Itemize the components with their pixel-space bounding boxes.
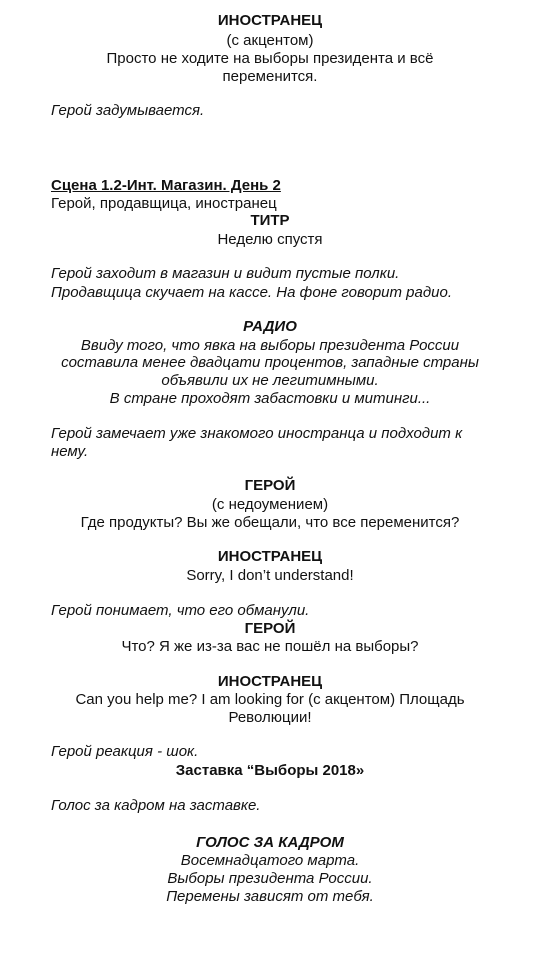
character-name: ТИТР — [250, 212, 290, 229]
dialogue-line: Неделю спустя — [217, 231, 323, 248]
character-name: ИНОСТРАНЕЦ — [217, 12, 323, 29]
dialogue-line: Просто не ходите на выборы президента и всё — [106, 50, 434, 67]
dialogue-line: Что? Я же из-за вас не пошёл на выборы? — [121, 638, 419, 655]
action-line: Герой задумывается. — [51, 102, 205, 119]
dialogue-line: Can you help me? I am looking for (с акцентом) Площадь — [75, 691, 465, 708]
character-name: ГЕРОЙ — [244, 477, 296, 494]
character-name: ГЕРОЙ — [244, 620, 296, 637]
action-line: нему. — [51, 443, 89, 460]
dialogue-line: Революции! — [228, 709, 312, 726]
parenthetical: (с недоумением) — [211, 496, 329, 513]
dialogue-line: Ввиду того, что явка на выборы президента России — [80, 337, 460, 354]
action-line: Герой понимает, что его обманули. — [51, 602, 310, 619]
action-line: Голос за кадром на заставке. — [51, 797, 261, 814]
action-line: Герой замечает уже знакомого иностранца и подходит к — [51, 425, 463, 442]
action-line: Герой реакция - шок. — [51, 743, 199, 760]
dialogue-line: Выборы президента России. — [167, 870, 373, 887]
scene-heading: Сцена 1.2-Инт. Магазин. День 2 — [51, 177, 281, 194]
dialogue-line: Восемнадцатого марта. — [180, 852, 360, 869]
dialogue-line: Sorry, I don’t understand! — [186, 567, 354, 584]
parenthetical: (с акцентом) — [226, 32, 314, 49]
title-card: Заставка “Выборы 2018» — [175, 762, 365, 779]
action-line: Продавщица скучает на кассе. На фоне говорит радио. — [51, 284, 453, 301]
dialogue-line: объявили их не легитимными. — [161, 372, 379, 389]
dialogue-line: переменится. — [222, 68, 318, 85]
action-line: Герой заходит в магазин и видит пустые полки. — [51, 265, 400, 282]
dialogue-line: Перемены зависят от тебя. — [166, 888, 374, 905]
dialogue-line: Где продукты? Вы же обещали, что все переменится? — [80, 514, 460, 531]
character-name: ИНОСТРАНЕЦ — [217, 548, 323, 565]
character-name: ИНОСТРАНЕЦ — [217, 673, 323, 690]
dialogue-line: составила менее двадцати процентов, западные страны — [61, 354, 479, 371]
character-name: ГОЛОС ЗА КАДРОМ — [196, 834, 344, 851]
scene-characters: Герой, продавщица, иностранец — [51, 195, 277, 212]
dialogue-line: В стране проходят забастовки и митинги... — [109, 390, 431, 407]
character-name: РАДИО — [243, 318, 297, 335]
